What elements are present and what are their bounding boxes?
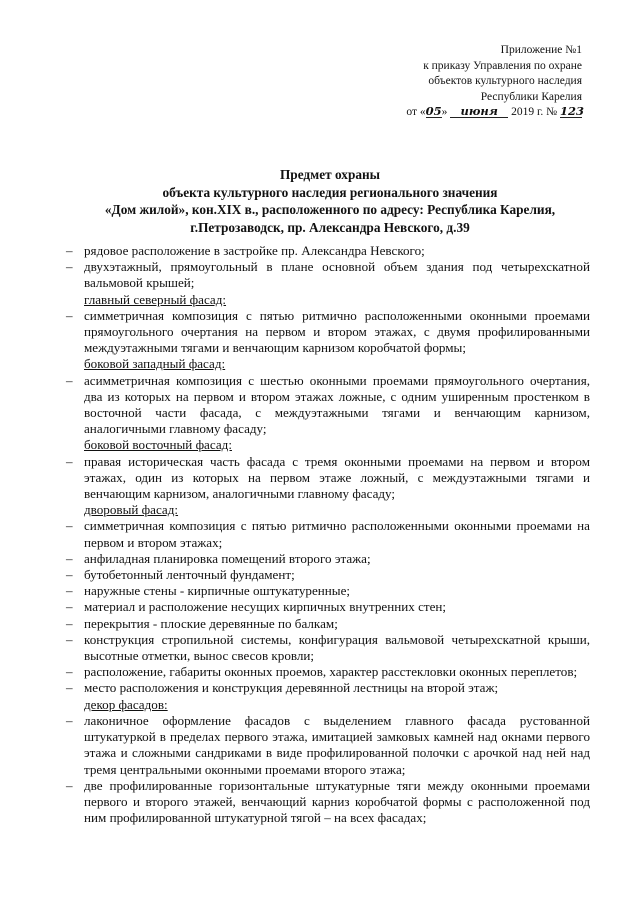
section-heading-facade-decor: декор фасадов: [84,696,168,712]
protection-subject-list [68,243,590,826]
list-item: – конструкция стропильной системы, конфигурация вальмовой четырехскатной крыши, высотные отметки, вынос свесов кровли; [68,632,590,664]
title-line-2: объекта культурного наследия регионального значения [162,184,498,200]
list-item: – симметричная композиция с пятью ритмично расположенными оконными проемами на первом и втором этажах; [68,518,590,550]
list-item: – правая историческая часть фасада с тремя оконными проемами на первом и втором этажах, один из которых на первом этаже ложный, с междуэтажными тягами и венчающим карнизом, аналогичными главному фасаду; [68,454,590,503]
list-item: – асимметричная композиция с шестью оконными проемами прямоугольного очертания, два из которых на первом и втором этажах ложные, с одним уширенным простенком в восточной части фасада, с междуэтажными тягами и венчающим карнизом, аналогичными главному фасаду; [68,373,590,438]
handwritten-order-number: 123 [560,104,585,119]
list-item: – две профилированные горизонтальные штукатурные тяги между оконными проемами первого и второго этажей, венчающий карниз коробчатой формы с расположенной под ним профилированной штукатурной тягой – на всех фасадах; [68,778,590,827]
title-line-4: г.Петрозаводск, пр. Александра Невского, д.39 [190,219,470,235]
list-item: – симметричная композиция с пятью ритмично расположенными оконными проемами прямоугольного очертания на первом и втором этажах, с двумя профилированными междуэтажными тягами и венчающим карнизом коробчатой формы; [68,308,590,357]
list-item: – бутобетонный ленточный фундамент; [68,567,590,583]
document-title [70,166,590,236]
section-heading-courtyard-facade: дворовый фасад: [84,502,179,518]
annex-line-2: к приказу Управления по охране [423,59,582,72]
handwritten-day: 05 [425,104,442,119]
annex-line-1: Приложение №1 [500,44,582,56]
title-line-1: Предмет охраны [279,167,381,182]
section-heading-north-facade: главный северный фасад: [84,291,227,307]
list-item: – материал и расположение несущих кирпичных внутренних стен; [68,599,590,615]
title-line-3: «Дом жилой», кон.XIX в., расположенного по адресу: Республика Карелия, [104,202,556,218]
section-heading-west-facade: боковой западный фасад: [84,356,226,372]
list-item: – лаконичное оформление фасадов с выделением главного фасада рустованной штукатуркой в пределах первого этажа, имитацией замковых камней над окнами первого этажа и сложными сандриками в виде профилированной полочки с арочкой над ней над тремя центральными оконными проемами второго этажа; [68,713,590,778]
handwritten-month: июня [450,105,508,118]
annex-line-3: объектов культурного наследия [428,75,582,88]
list-item: – двухэтажный, прямоугольный в плане основной объем здания под четырехскатной вальмовой крышей; [68,259,590,291]
list-item: – перекрытия - плоские деревянные по балкам; [68,616,590,632]
date-year: 2019 г. № [511,106,558,119]
annex-line-4: Республики Карелия [480,90,582,103]
section-heading-east-facade: боковой восточный фасад: [84,437,232,453]
list-item: – наружные стены - кирпичные оштукатуренные; [68,583,590,599]
date-mid: » [441,106,448,119]
list-item: – место расположения и конструкция деревянной лестницы на второй этаж; [68,680,590,696]
list-item: – рядовое расположение в застройке пр. Александра Невского; [68,243,590,259]
list-item: – расположение, габариты оконных проемов, характер расстекловки оконных переплетов; [68,664,590,680]
order-date-line [372,104,585,121]
list-item: – анфиладная планировка помещений второго этажа; [68,551,590,567]
date-prefix: от « [406,106,426,119]
annex-header [372,43,585,121]
